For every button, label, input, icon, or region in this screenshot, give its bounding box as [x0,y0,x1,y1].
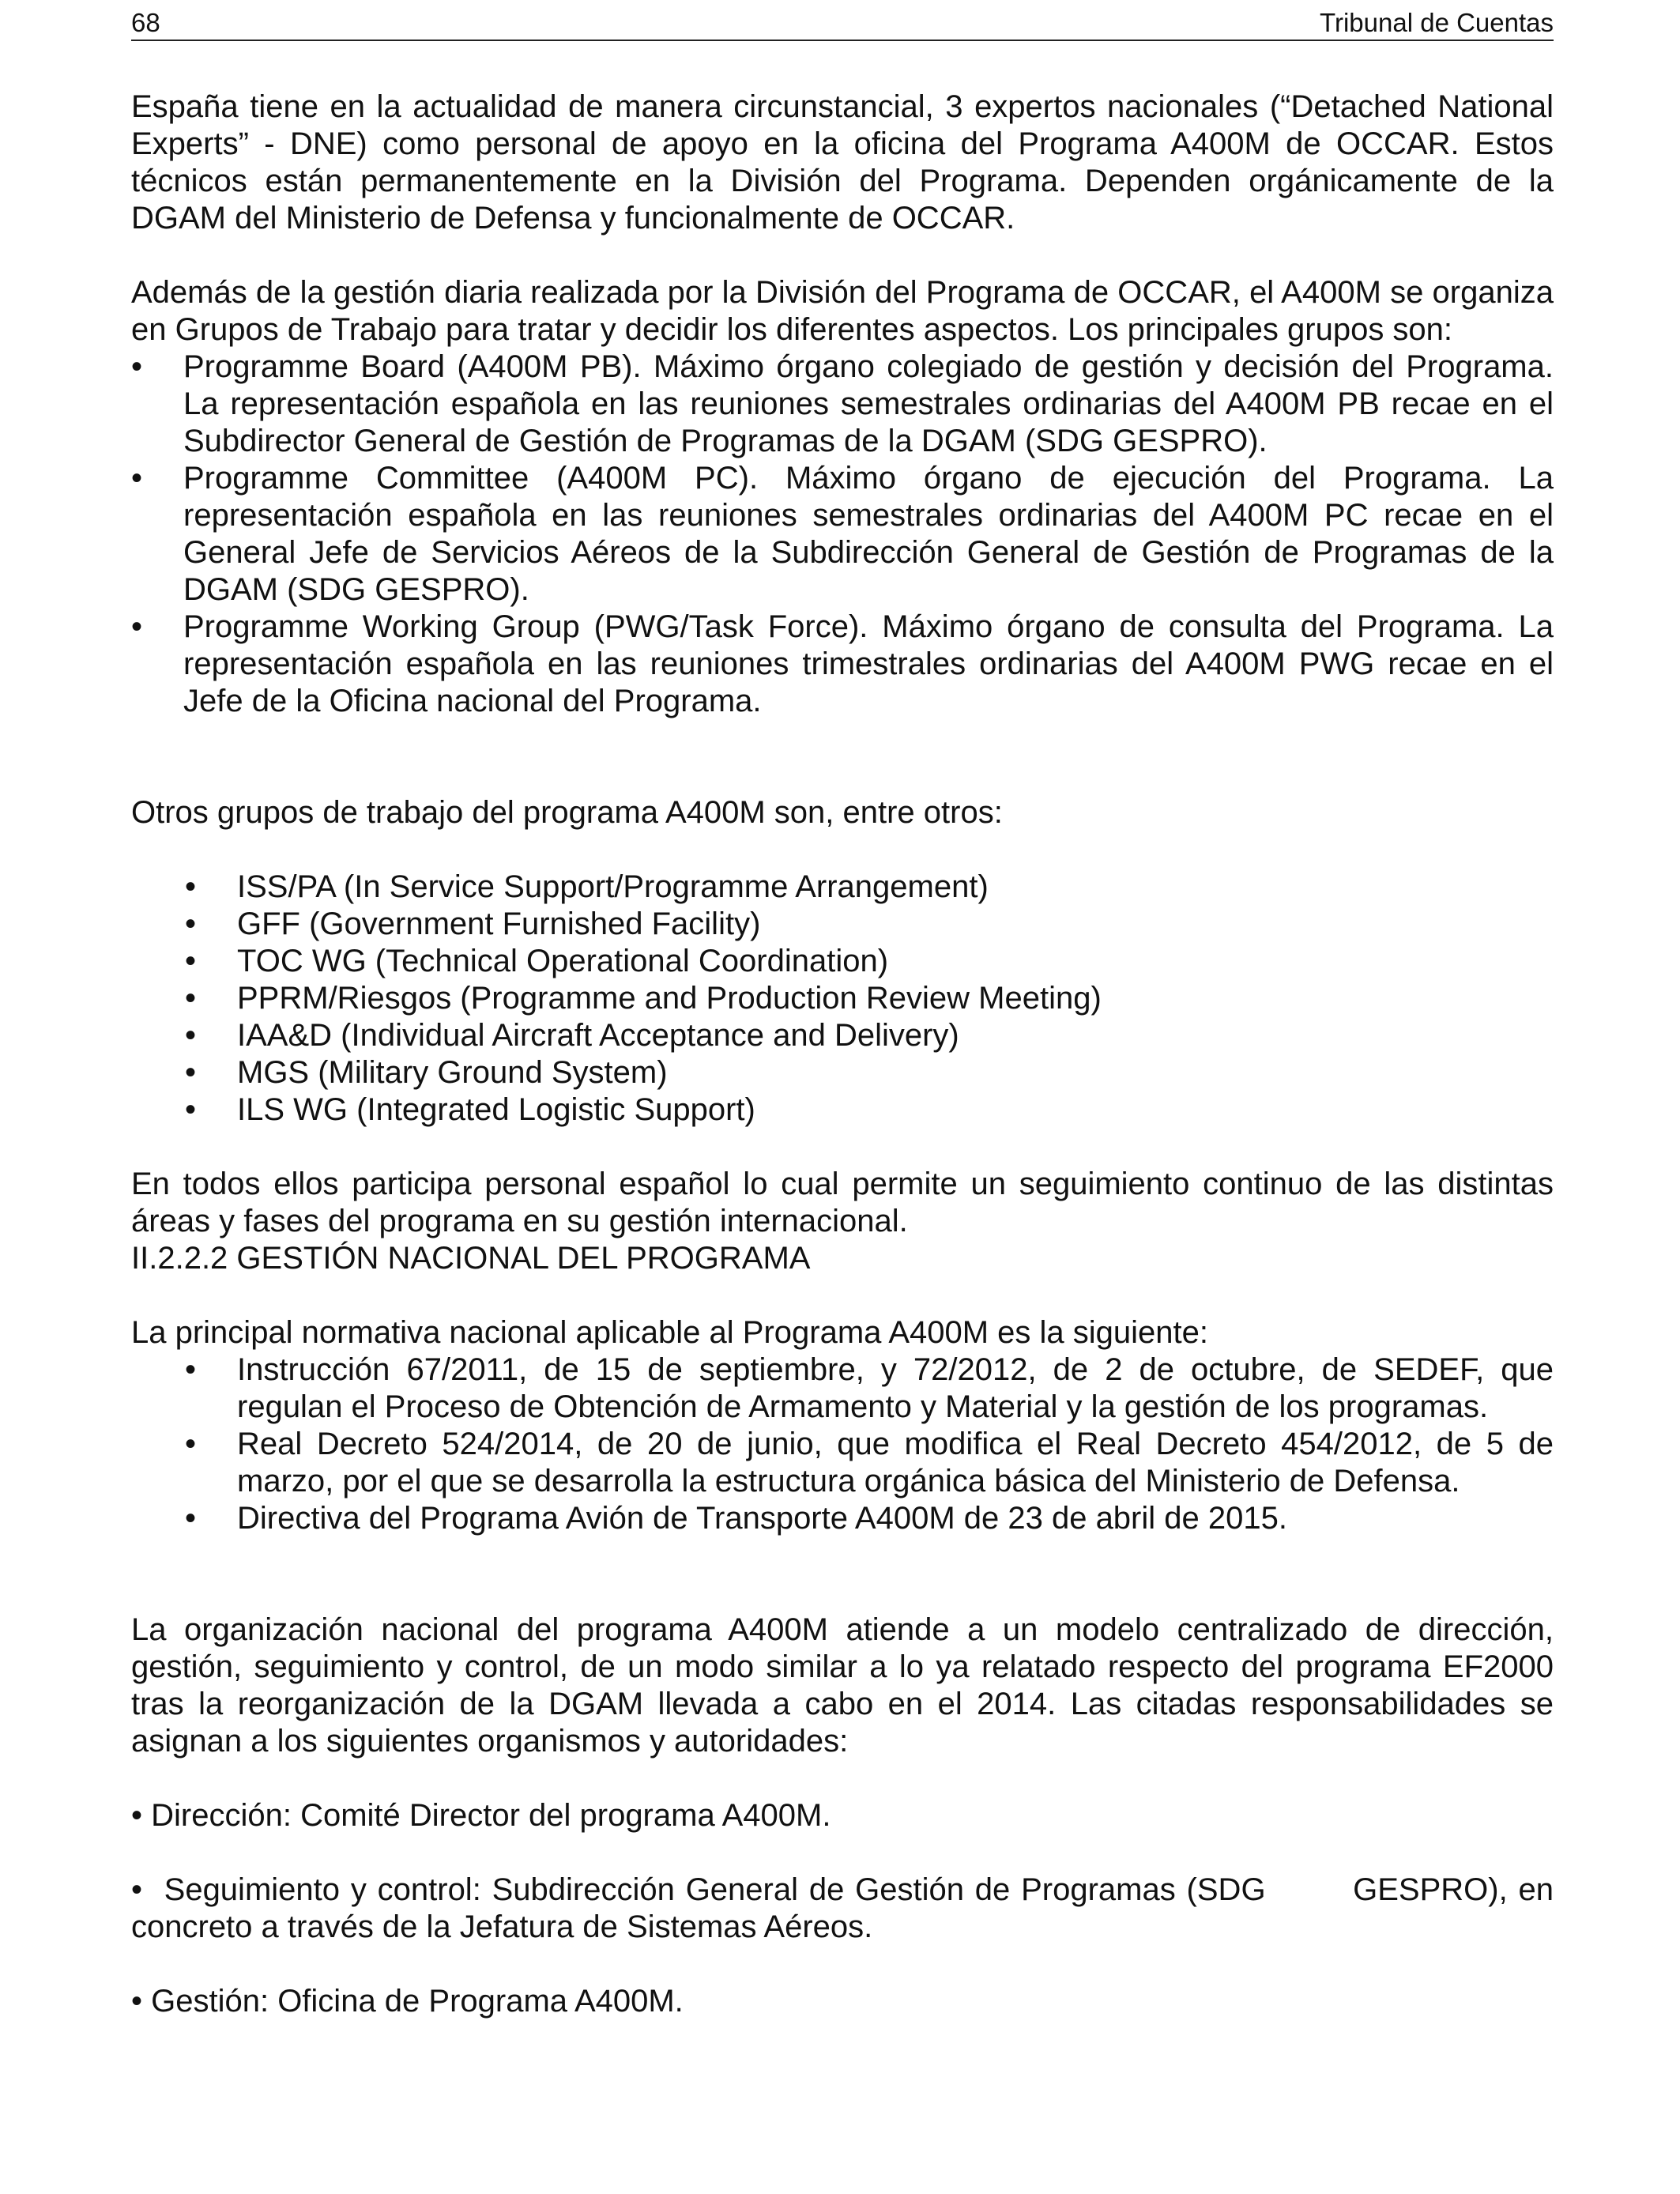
paragraph-regulations-intro: La principal normativa nacional aplicable al Programa A400M es la siguiente: [131,1315,1209,1350]
list-item: • ILS WG (Integrated Logistic Support) [237,1091,1554,1129]
list-item: • Directiva del Programa Avión de Transporte A400M de 23 de abril de 2015. [237,1500,1554,1537]
other-groups-list [131,869,1554,1129]
paragraph-national-organization: La organización nacional del programa A400M atiende a un modelo centralizado de dirección, gestión, seguimiento y control, de un modo similar a lo ya relatado respecto del programa EF2000 tras la reorganización de la DGAM llevada a cabo en el 2014. Las citadas responsabilidades se asignan a los siguientes organismos y autoridades: [131,1612,1554,1759]
responsibility-direction: • Dirección: Comité Director del programa A400M. [131,1798,831,1833]
list-item: • Real Decreto 524/2014, de 20 de junio, que modifica el Real Decreto 454/2012, de 5 de marzo, por el que se desarrolla la estructura orgánica básica del Ministerio de Defensa. [237,1426,1554,1500]
list-item: • Instrucción 67/2011, de 15 de septiembre, y 72/2012, de 2 de octubre, de SEDEF, que regulan el Proceso de Obtención de Armamento y Material y la gestión de los programas. [237,1351,1554,1426]
page-number: 68 [131,8,160,37]
list-item: • TOC WG (Technical Operational Coordination) [237,943,1554,980]
list-item: • ISS/PA (In Service Support/Programme Arrangement) [237,869,1554,906]
paragraph-working-groups-intro: Además de la gestión diaria realizada por la División del Programa de OCCAR, el A400M se organiza en Grupos de Trabajo para tratar y decidir los diferentes aspectos. Los principales grupos son: [131,275,1554,347]
section-heading: II.2.2.2 GESTIÓN NACIONAL DEL PROGRAMA [131,1241,811,1276]
page-header [131,6,1554,41]
list-item: • Programme Board (A400M PB). Máximo órgano colegiado de gestión y decisión del Programa. La representación española en las reuniones semestrales ordinarias del A400M PB recae en el Subdirector General de Gestión de Programas de la DGAM (SDG GESPRO). [131,349,1554,460]
list-item: • IAA&D (Individual Aircraft Acceptance and Delivery) [237,1017,1554,1054]
paragraph-other-groups-intro: Otros grupos de trabajo del programa A400M son, entre otros: [131,795,1003,830]
paragraph-dne-experts: España tiene en la actualidad de manera circunstancial, 3 expertos nacionales (“Detached National Experts” - DNE) como personal de apoyo en la oficina del Programa A400M de OCCAR. Estos técnicos están permanentemente en la División del Programa. Dependen orgánicamente de la DGAM del Ministerio de Defensa y funcionalmente de OCCAR. [131,89,1554,236]
list-item: • GFF (Government Furnished Facility) [237,906,1554,943]
list-item: • PPRM/Riesgos (Programme and Production Review Meeting) [237,980,1554,1017]
responsibility-management: • Gestión: Oficina de Programa A400M. [131,1984,684,2019]
header-title: Tribunal de Cuentas [1320,8,1554,37]
list-item: • Programme Working Group (PWG/Task Force). Máximo órgano de consulta del Programa. La representación española en las reuniones trimestrales ordinarias del A400M PWG recae en el Jefe de la Oficina nacional del Programa. [131,609,1554,720]
paragraph-spanish-participation: En todos ellos participa personal español lo cual permite un seguimiento continuo de las distintas áreas y fases del programa en su gestión internacional. [131,1167,1554,1238]
list-item: • MGS (Military Ground System) [237,1054,1554,1091]
working-groups-list [131,349,1554,720]
responsibility-monitoring: • Seguimiento y control: Subdirección General de Gestión de Programas (SDG GESPRO), en concreto a través de la Jefatura de Sistemas Aéreos. [131,1872,1563,1944]
document-body [131,89,1563,2020]
regulations-list [131,1351,1554,1537]
list-item: • Programme Committee (A400M PC). Máximo órgano de ejecución del Programa. La representación española en las reuniones semestrales ordinarias del A400M PC recae en el General Jefe de Servicios Aéreos de la Subdirección General de Gestión de Programas de la DGAM (SDG GESPRO). [131,460,1554,609]
